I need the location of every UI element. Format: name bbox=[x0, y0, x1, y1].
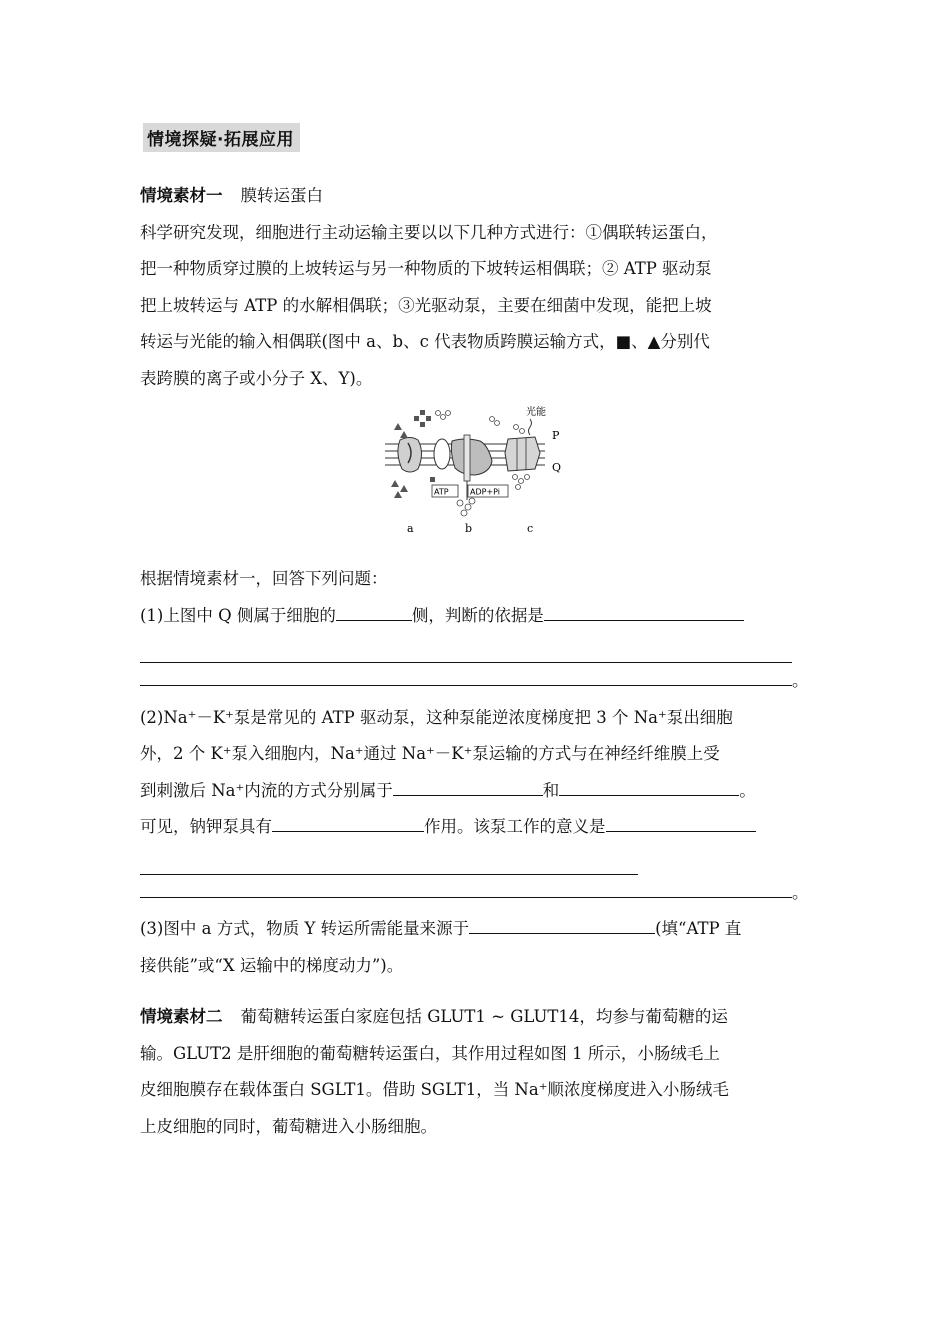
material1-line: 把上坡转运与 ATP 的水解相偶联；③光驱动泵，主要在细菌中发现，能把上坡 bbox=[140, 295, 712, 315]
question-1 bbox=[140, 598, 812, 635]
q3-text-a: (3)图中 a 方式，物质 Y 转运所需能量来源于 bbox=[140, 919, 470, 938]
q2-blank-line[interactable] bbox=[140, 846, 638, 875]
material1-heading: 情境素材一 bbox=[140, 186, 223, 205]
question-3 bbox=[140, 911, 812, 948]
light-arrow-icon bbox=[529, 419, 532, 435]
q2-blank-line-2[interactable] bbox=[140, 877, 792, 898]
q1-blank-line[interactable] bbox=[140, 634, 792, 663]
material1-line: 把一种物质穿过膜的上坡转运与另一种物质的下坡转运相偶联；② ATP 驱动泵 bbox=[140, 259, 712, 278]
questions-block bbox=[140, 561, 812, 984]
material1-line: 表跨膜的离子或小分子 X、Y)。 bbox=[140, 368, 373, 388]
q1-last-line bbox=[140, 663, 812, 700]
side-q-label: Q bbox=[552, 461, 562, 474]
material2-line: 上皮细胞的同时，葡萄糖进入小肠细胞。 bbox=[140, 1116, 437, 1136]
label-a: a bbox=[407, 522, 414, 535]
material2-block bbox=[140, 999, 812, 1145]
material1-line: 转运与光能的输入相偶联(图中 a、b、c 代表物质跨膜运输方式，■、▲分别代 bbox=[140, 332, 710, 351]
q2-text-c: 。 bbox=[739, 780, 756, 800]
q2-text-e: 作用。该泵工作的意义是 bbox=[424, 817, 606, 836]
material1-subtitle: 膜转运蛋白 bbox=[240, 186, 323, 205]
q2-end: 。 bbox=[792, 882, 809, 902]
material2-heading-line bbox=[140, 999, 812, 1036]
light-pump-c bbox=[505, 437, 540, 471]
label-c: c bbox=[527, 522, 534, 535]
q2-blank-2[interactable] bbox=[559, 775, 739, 796]
q3-text-b: (填“ATP 直 bbox=[655, 919, 742, 938]
section-title: 情境探疑·拓展应用 bbox=[143, 123, 300, 152]
q1-blank-line-2[interactable] bbox=[140, 665, 792, 686]
q2-blank-1[interactable] bbox=[393, 775, 543, 796]
questions-intro: 根据情境素材一，回答下列问题： bbox=[140, 569, 388, 588]
membrane-transport-figure bbox=[380, 405, 570, 540]
material2-heading: 情境素材二 bbox=[140, 1007, 223, 1026]
atp-label: ATP bbox=[434, 487, 449, 497]
question-3-cont: 接供能”或“X 运输中的梯度动力”)。 bbox=[140, 955, 404, 975]
q1-end: 。 bbox=[792, 671, 809, 690]
q2-blank-4[interactable] bbox=[606, 811, 756, 832]
q1-blank-side[interactable] bbox=[336, 600, 412, 621]
q2-blank-3[interactable] bbox=[272, 811, 424, 832]
material2-first-line: 葡萄糖转运蛋白家庭包括 GLUT1 ~ GLUT14，均参与葡萄糖的运 bbox=[240, 1007, 728, 1026]
q2-text-d: 可见，钠钾泵具有 bbox=[140, 817, 272, 836]
material2-line: 皮细胞膜存在载体蛋白 SGLT1。借助 SGLT1，当 Na⁺顺浓度梯度进入小肠绒毛 bbox=[140, 1080, 729, 1099]
carrier-protein-a bbox=[398, 438, 422, 473]
question-2-line: 外，2 个 K⁺泵入细胞内，Na⁺通过 Na⁺－K⁺泵运输的方式与在神经纤维膜上受 bbox=[140, 744, 720, 763]
q1-blank-reason[interactable] bbox=[544, 600, 744, 621]
adp-label: ADP+Pi bbox=[470, 487, 501, 497]
q2-text-a: 到刺激后 Na⁺内流的方式分别属于 bbox=[140, 780, 393, 800]
q2-text-b: 和 bbox=[542, 780, 560, 800]
material1-heading-line bbox=[140, 178, 812, 215]
material2-line: 输。GLUT2 是肝细胞的葡萄糖转运蛋白，其作用过程如图 1 所示，小肠绒毛上 bbox=[140, 1043, 720, 1063]
label-b: b bbox=[465, 522, 473, 535]
question-2-line bbox=[140, 773, 812, 810]
material1-block bbox=[140, 178, 812, 397]
question-2-line: (2)Na⁺－K⁺泵是常见的 ATP 驱动泵，这种泵能逆浓度梯度把 3 个 Na⁺泵出细胞 bbox=[140, 707, 733, 727]
question-2-line bbox=[140, 809, 812, 846]
q1-text-a: (1)上图中 Q 侧属于细胞的 bbox=[140, 605, 336, 625]
material1-line: 科学研究发现，细胞进行主动运输主要以以下几种方式进行：①偶联转运蛋白， bbox=[140, 222, 718, 242]
q2-last-line bbox=[140, 875, 812, 912]
protein-oval bbox=[434, 439, 450, 469]
side-p-label: P bbox=[552, 429, 560, 442]
q1-text-b: 侧，判断的依据是 bbox=[411, 605, 544, 625]
light-label: 光能 bbox=[526, 407, 546, 418]
q3-blank[interactable] bbox=[469, 913, 655, 934]
